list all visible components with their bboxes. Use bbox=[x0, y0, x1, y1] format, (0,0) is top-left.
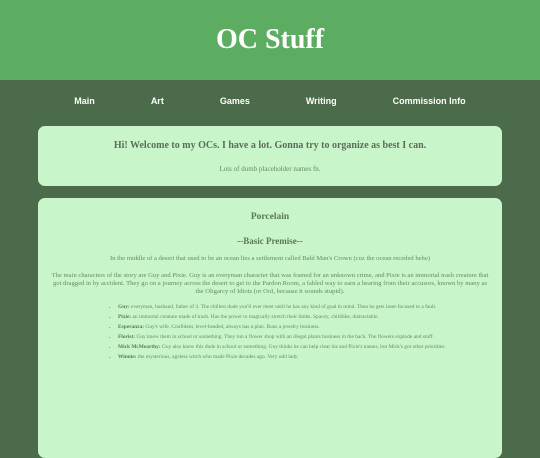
list-item bbox=[118, 334, 450, 341]
character-desc: an immortal creature made of trash. Has the power to magically stretch their limbs. Spacey, childlike, distractable. bbox=[132, 314, 379, 320]
premise-paragraph-1: In the middle of a desert that used to be an ocean lies a settlement called Bald Man's Crown (cuz the ocean receded hehe) bbox=[110, 255, 430, 262]
character-name: Esperanza: bbox=[118, 324, 145, 330]
section-title: Porcelain bbox=[250, 212, 290, 222]
character-name: Winnie: bbox=[118, 354, 137, 360]
premise-paragraph-2: The main characters of the story are Guy and Pixie. Guy is an everyman character that was framed for an unknown crime, and Pixie is an immortal trash creature that got dragged in by accident. They go on a journey across the desert to get to the Pardon Room, a fabled way to earn a hearing from their accusors, known by many as the Oligarcy of Idiots (or OoI, because it sounds stupid). bbox=[51, 272, 489, 295]
main-nav bbox=[0, 80, 540, 126]
nav-commission-info[interactable]: Commission Info bbox=[392, 96, 466, 106]
nav-games[interactable]: Games bbox=[219, 96, 250, 106]
character-list bbox=[50, 304, 490, 361]
welcome-card bbox=[38, 126, 502, 186]
site-title: OC Stuff bbox=[215, 24, 325, 55]
character-name: Florist: bbox=[118, 334, 136, 340]
site-header bbox=[0, 0, 540, 80]
nav-art[interactable]: Art bbox=[150, 96, 164, 106]
welcome-heading: Hi! Welcome to my OCs. I have a lot. Gonna try to organize as best I can. bbox=[113, 140, 427, 151]
porcelain-card[interactable] bbox=[38, 198, 502, 458]
character-desc: the mysterious, ageless witch who made Pixie decades ago. Very odd lady. bbox=[137, 354, 299, 360]
nav-main[interactable]: Main bbox=[74, 96, 95, 106]
list-item bbox=[118, 344, 450, 351]
section-subtitle: --Basic Premise-- bbox=[237, 236, 303, 246]
character-name: Mick McMearthy: bbox=[118, 344, 161, 350]
character-name: Guy: bbox=[118, 304, 130, 310]
list-item bbox=[118, 304, 450, 311]
character-name: Pixie: bbox=[118, 314, 132, 320]
character-desc: Guy knew them in school or something. They run a flower shop with an illegal plants business in the back. The flowers explode and stuff. bbox=[136, 334, 434, 340]
character-desc: Guy's wife. Confident, level-headed, always has a plan. Runs a jewelry business. bbox=[145, 324, 320, 330]
character-desc: everyman, husband, father of 3. The chillest dude you'll ever meet until he has any kind of goal in mind. Then he gets laser-focused to a fault. bbox=[131, 304, 437, 310]
list-item bbox=[118, 354, 450, 361]
nav-writing[interactable]: Writing bbox=[305, 96, 337, 106]
character-desc: Guy also knew this dude in school or something. Guy thinks he can help clear his and Pixie's names, but Mick's got other priorities. bbox=[162, 344, 446, 350]
welcome-subtext: Lots of dumb placeholder names fn. bbox=[219, 165, 321, 173]
list-item bbox=[118, 324, 450, 331]
list-item bbox=[118, 314, 450, 321]
